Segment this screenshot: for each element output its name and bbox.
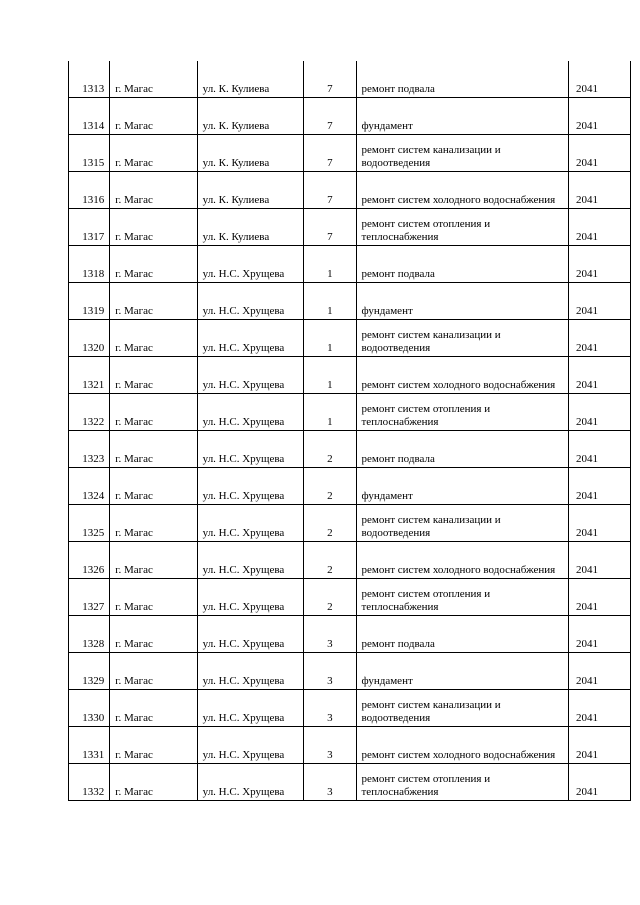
cell-work-type: ремонт подвала bbox=[356, 246, 568, 283]
cell-city: г. Магас bbox=[110, 764, 197, 801]
cell-number: 1331 bbox=[69, 727, 110, 764]
table-row bbox=[69, 431, 631, 468]
table-row bbox=[69, 394, 631, 431]
cell-work-type: фундамент bbox=[356, 653, 568, 690]
cell-city: г. Магас bbox=[110, 542, 197, 579]
cell-house: 1 bbox=[304, 246, 356, 283]
cell-house: 1 bbox=[304, 283, 356, 320]
cell-year: 2041 bbox=[568, 357, 630, 394]
cell-house: 2 bbox=[304, 542, 356, 579]
cell-house: 7 bbox=[304, 209, 356, 246]
cell-city: г. Магас bbox=[110, 653, 197, 690]
cell-year: 2041 bbox=[568, 542, 630, 579]
cell-street: ул. К. Кулиева bbox=[197, 98, 304, 135]
table-row bbox=[69, 690, 631, 727]
cell-year: 2041 bbox=[568, 320, 630, 357]
cell-street: ул. Н.С. Хрущева bbox=[197, 431, 304, 468]
cell-year: 2041 bbox=[568, 468, 630, 505]
cell-house: 7 bbox=[304, 98, 356, 135]
cell-house: 2 bbox=[304, 431, 356, 468]
cell-city: г. Магас bbox=[110, 431, 197, 468]
cell-number: 1318 bbox=[69, 246, 110, 283]
cell-house: 1 bbox=[304, 394, 356, 431]
table-row bbox=[69, 764, 631, 801]
cell-street: ул. Н.С. Хрущева bbox=[197, 653, 304, 690]
cell-number: 1325 bbox=[69, 505, 110, 542]
table-row bbox=[69, 246, 631, 283]
table-row bbox=[69, 320, 631, 357]
cell-year: 2041 bbox=[568, 653, 630, 690]
cell-work-type: ремонт систем канализации и водоотведения bbox=[356, 505, 568, 542]
cell-work-type: ремонт подвала bbox=[356, 61, 568, 98]
cell-street: ул. Н.С. Хрущева bbox=[197, 579, 304, 616]
cell-number: 1316 bbox=[69, 172, 110, 209]
cell-work-type: ремонт систем отопления и теплоснабжения bbox=[356, 764, 568, 801]
cell-city: г. Магас bbox=[110, 394, 197, 431]
cell-city: г. Магас bbox=[110, 468, 197, 505]
cell-city: г. Магас bbox=[110, 172, 197, 209]
table-row bbox=[69, 172, 631, 209]
table-row bbox=[69, 98, 631, 135]
cell-house: 2 bbox=[304, 579, 356, 616]
cell-work-type: ремонт систем отопления и теплоснабжения bbox=[356, 579, 568, 616]
cell-work-type: ремонт систем холодного водоснабжения bbox=[356, 542, 568, 579]
table-row bbox=[69, 579, 631, 616]
cell-work-type: ремонт систем холодного водоснабжения bbox=[356, 727, 568, 764]
table-row bbox=[69, 135, 631, 172]
table-row bbox=[69, 357, 631, 394]
cell-work-type: ремонт систем холодного водоснабжения bbox=[356, 172, 568, 209]
cell-number: 1314 bbox=[69, 98, 110, 135]
cell-city: г. Магас bbox=[110, 98, 197, 135]
cell-number: 1317 bbox=[69, 209, 110, 246]
cell-number: 1321 bbox=[69, 357, 110, 394]
cell-year: 2041 bbox=[568, 61, 630, 98]
cell-number: 1327 bbox=[69, 579, 110, 616]
table-row bbox=[69, 542, 631, 579]
cell-work-type: ремонт систем канализации и водоотведения bbox=[356, 690, 568, 727]
cell-number: 1320 bbox=[69, 320, 110, 357]
cell-number: 1332 bbox=[69, 764, 110, 801]
cell-street: ул. Н.С. Хрущева bbox=[197, 690, 304, 727]
cell-work-type: ремонт систем канализации и водоотведения bbox=[356, 135, 568, 172]
cell-city: г. Магас bbox=[110, 616, 197, 653]
cell-work-type: фундамент bbox=[356, 283, 568, 320]
cell-street: ул. К. Кулиева bbox=[197, 209, 304, 246]
cell-house: 2 bbox=[304, 505, 356, 542]
cell-street: ул. Н.С. Хрущева bbox=[197, 764, 304, 801]
cell-number: 1315 bbox=[69, 135, 110, 172]
cell-city: г. Магас bbox=[110, 246, 197, 283]
table-row bbox=[69, 61, 631, 98]
table-row bbox=[69, 209, 631, 246]
cell-year: 2041 bbox=[568, 172, 630, 209]
cell-city: г. Магас bbox=[110, 357, 197, 394]
cell-house: 1 bbox=[304, 320, 356, 357]
table-row bbox=[69, 616, 631, 653]
cell-year: 2041 bbox=[568, 727, 630, 764]
cell-number: 1330 bbox=[69, 690, 110, 727]
cell-year: 2041 bbox=[568, 246, 630, 283]
cell-house: 2 bbox=[304, 468, 356, 505]
cell-year: 2041 bbox=[568, 764, 630, 801]
table-row bbox=[69, 505, 631, 542]
cell-street: ул. Н.С. Хрущева bbox=[197, 246, 304, 283]
cell-work-type: фундамент bbox=[356, 98, 568, 135]
cell-street: ул. Н.С. Хрущева bbox=[197, 283, 304, 320]
cell-work-type: фундамент bbox=[356, 468, 568, 505]
cell-number: 1323 bbox=[69, 431, 110, 468]
cell-year: 2041 bbox=[568, 431, 630, 468]
cell-work-type: ремонт систем холодного водоснабжения bbox=[356, 357, 568, 394]
cell-street: ул. Н.С. Хрущева bbox=[197, 542, 304, 579]
table-row bbox=[69, 727, 631, 764]
cell-year: 2041 bbox=[568, 579, 630, 616]
cell-number: 1322 bbox=[69, 394, 110, 431]
cell-city: г. Магас bbox=[110, 505, 197, 542]
cell-year: 2041 bbox=[568, 135, 630, 172]
table-row bbox=[69, 283, 631, 320]
cell-work-type: ремонт подвала bbox=[356, 616, 568, 653]
cell-street: ул. К. Кулиева bbox=[197, 135, 304, 172]
cell-street: ул. К. Кулиева bbox=[197, 172, 304, 209]
cell-street: ул. Н.С. Хрущева bbox=[197, 394, 304, 431]
table-row bbox=[69, 653, 631, 690]
cell-number: 1313 bbox=[69, 61, 110, 98]
cell-street: ул. К. Кулиева bbox=[197, 61, 304, 98]
cell-work-type: ремонт систем отопления и теплоснабжения bbox=[356, 394, 568, 431]
cell-street: ул. Н.С. Хрущева bbox=[197, 727, 304, 764]
cell-house: 3 bbox=[304, 727, 356, 764]
cell-number: 1326 bbox=[69, 542, 110, 579]
cell-number: 1324 bbox=[69, 468, 110, 505]
cell-year: 2041 bbox=[568, 616, 630, 653]
cell-street: ул. Н.С. Хрущева bbox=[197, 357, 304, 394]
cell-work-type: ремонт систем канализации и водоотведения bbox=[356, 320, 568, 357]
cell-street: ул. Н.С. Хрущева bbox=[197, 468, 304, 505]
cell-number: 1328 bbox=[69, 616, 110, 653]
cell-street: ул. Н.С. Хрущева bbox=[197, 505, 304, 542]
cell-city: г. Магас bbox=[110, 135, 197, 172]
cell-house: 3 bbox=[304, 616, 356, 653]
cell-number: 1319 bbox=[69, 283, 110, 320]
cell-house: 3 bbox=[304, 653, 356, 690]
cell-city: г. Магас bbox=[110, 690, 197, 727]
cell-street: ул. Н.С. Хрущева bbox=[197, 616, 304, 653]
cell-year: 2041 bbox=[568, 283, 630, 320]
cell-house: 3 bbox=[304, 690, 356, 727]
cell-year: 2041 bbox=[568, 394, 630, 431]
cell-work-type: ремонт систем отопления и теплоснабжения bbox=[356, 209, 568, 246]
repair-schedule-table bbox=[68, 61, 631, 801]
cell-city: г. Магас bbox=[110, 579, 197, 616]
cell-city: г. Магас bbox=[110, 727, 197, 764]
cell-house: 3 bbox=[304, 764, 356, 801]
cell-house: 7 bbox=[304, 172, 356, 209]
cell-year: 2041 bbox=[568, 505, 630, 542]
cell-house: 1 bbox=[304, 357, 356, 394]
table-body bbox=[69, 61, 631, 801]
cell-city: г. Магас bbox=[110, 283, 197, 320]
cell-work-type: ремонт подвала bbox=[356, 431, 568, 468]
cell-year: 2041 bbox=[568, 209, 630, 246]
cell-year: 2041 bbox=[568, 98, 630, 135]
cell-year: 2041 bbox=[568, 690, 630, 727]
cell-house: 7 bbox=[304, 61, 356, 98]
cell-street: ул. Н.С. Хрущева bbox=[197, 320, 304, 357]
cell-number: 1329 bbox=[69, 653, 110, 690]
cell-city: г. Магас bbox=[110, 61, 197, 98]
cell-house: 7 bbox=[304, 135, 356, 172]
cell-city: г. Магас bbox=[110, 209, 197, 246]
cell-city: г. Магас bbox=[110, 320, 197, 357]
table-row bbox=[69, 468, 631, 505]
